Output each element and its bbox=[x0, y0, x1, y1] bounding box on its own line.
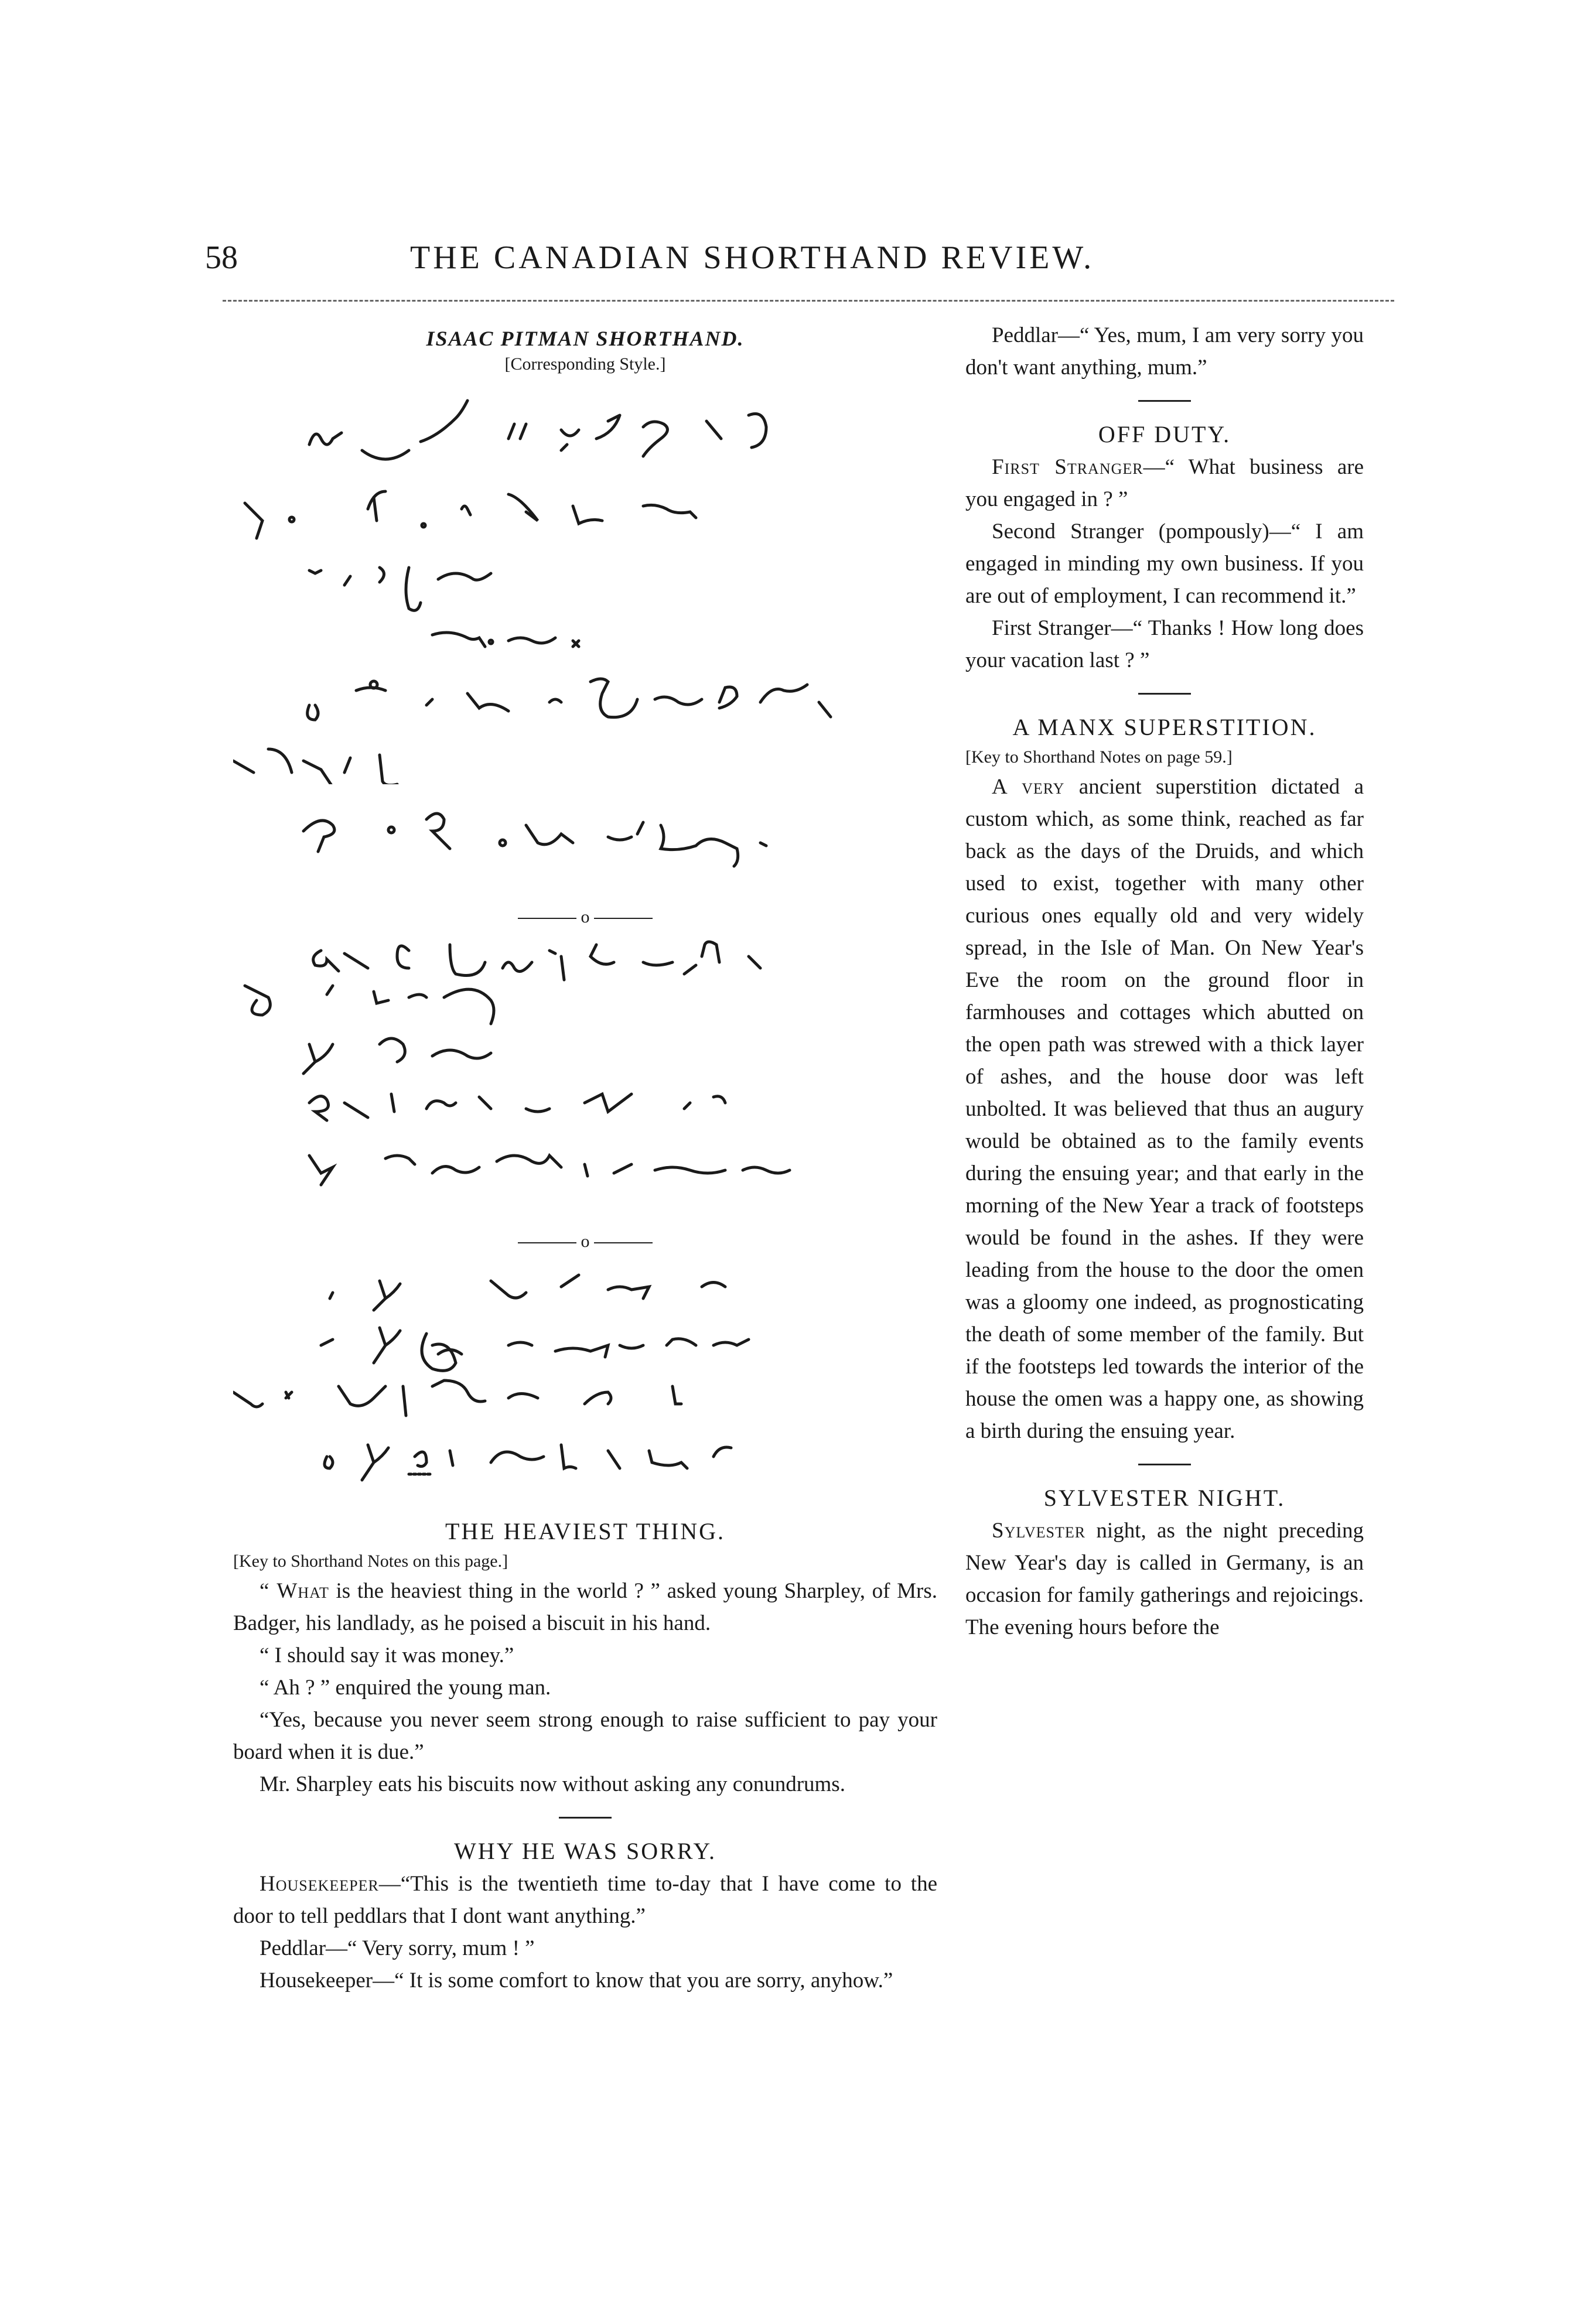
section-rule bbox=[1138, 1464, 1191, 1465]
shorthand-strokes-1 bbox=[233, 374, 937, 784]
heaviest-p1-text: is the heaviest thing in the world ? ” asked young Sharpley, of Mrs. Badger, his landlady, as he poised a biscuit in his hand. bbox=[233, 1579, 937, 1635]
page-number: 58 bbox=[205, 240, 238, 276]
manx-key: [Key to Shorthand Notes on page 59.] bbox=[965, 747, 1233, 767]
shorthand-separator-2 bbox=[233, 1232, 937, 1252]
offduty-p2: Second Stranger (pompously)—“ I am engaged in minding my own business. If you are out of employment, I can recommend it.” bbox=[965, 520, 1364, 608]
manx-p1 bbox=[965, 771, 1364, 1447]
sorry-p3: Housekeeper—“ It is some comfort to know that you are sorry, anyhow.” bbox=[260, 1968, 893, 1993]
sorry-p4: Peddlar—“ Yes, mum, I am very sorry you don't want anything, mum.” bbox=[965, 323, 1364, 380]
sylvester-p1-lead: Sylvester bbox=[992, 1519, 1086, 1543]
manx-p1-text: ancient superstition dictated a custom which, as some think, reached as far back as the days of the Druids, and which used to exist, together with many other curious ones equally old and very widely spread, in the Isle of Man. On New Year's Eve the room on the ground floor in farmhouses and cottages which abutted on the open path was strewed with a thick layer of ashes, and the house door was left unbolted. It was believed that thus an augury would be obtained as to the family events during the ensuing year; and that early in the morning of the New Year a track of footsteps would be found in the ashes. If they were leading from the house to the door the omen was a gloomy one indeed, as prognosticating the death of some member of the family. But if the footsteps led towards the interior of the house the omen was a happy one, as showing a birth during the ensuing year. bbox=[965, 775, 1364, 1443]
offduty-p3: First Stranger—“ Thanks ! How long does your vacation last ? ” bbox=[965, 616, 1364, 672]
offduty-p1-text: —“ What business are you engaged in ? ” bbox=[965, 455, 1364, 511]
running-title: THE CANADIAN SHORTHAND REVIEW. bbox=[410, 240, 1095, 276]
shorthand-block-1 bbox=[233, 374, 937, 784]
separator-dash-left bbox=[518, 1242, 576, 1243]
manx-p1-lead: A very bbox=[992, 775, 1065, 799]
shorthand-subtitle: [Corresponding Style.] bbox=[504, 354, 666, 374]
shorthand-strokes-3 bbox=[233, 933, 937, 1226]
right-column bbox=[965, 319, 1364, 1643]
heaviest-p5: Mr. Sharpley eats his biscuits now without asking any conundrums. bbox=[260, 1772, 845, 1796]
heaviest-p1-lead: “ What bbox=[260, 1579, 329, 1603]
separator-dash-right bbox=[594, 1242, 653, 1243]
offduty-p1 bbox=[965, 451, 1364, 515]
separator-dash-left bbox=[518, 918, 576, 919]
left-column bbox=[233, 319, 937, 1997]
sylvester-p1 bbox=[965, 1515, 1364, 1643]
separator-mark: o bbox=[581, 907, 590, 927]
heaviest-p3: “ Ah ? ” enquired the young man. bbox=[260, 1676, 551, 1700]
sorry-title: WHY HE WAS SORRY. bbox=[453, 1838, 717, 1864]
sorry-p1-lead: Housekeeper bbox=[260, 1872, 379, 1896]
shorthand-strokes-2 bbox=[233, 784, 937, 901]
manx-title: A MANX SUPERSTITION. bbox=[1012, 714, 1317, 740]
shorthand-strokes-4 bbox=[233, 1257, 937, 1515]
separator-dash-right bbox=[594, 918, 653, 919]
shorthand-separator-1 bbox=[233, 907, 937, 927]
separator-mark: o bbox=[581, 1232, 590, 1251]
section-rule bbox=[1138, 693, 1191, 695]
sorry-p1 bbox=[233, 1868, 937, 1932]
heaviest-title: THE HEAVIEST THING. bbox=[445, 1518, 726, 1544]
sylvester-title: SYLVESTER NIGHT. bbox=[1043, 1485, 1286, 1511]
sorry-p2: Peddlar—“ Very sorry, mum ! ” bbox=[260, 1936, 535, 1960]
shorthand-block-4 bbox=[233, 1257, 937, 1515]
shorthand-block-2 bbox=[233, 784, 937, 901]
section-rule bbox=[559, 1817, 612, 1819]
heaviest-p2: “ I should say it was money.” bbox=[260, 1643, 514, 1667]
header-rule bbox=[223, 300, 1394, 302]
sorry-p1-text: —“This is the twentieth time to-day that I have come to the door to tell peddlars that I dont want anything.” bbox=[233, 1872, 937, 1928]
heaviest-p1 bbox=[233, 1575, 937, 1639]
sylvester-p1-text: night, as the night preceding New Year's day is called in Germany, is an occasion for family gatherings and rejoicings. The evening hours before the bbox=[965, 1519, 1364, 1639]
section-rule bbox=[1138, 400, 1191, 402]
shorthand-title: ISAAC PITMAN SHORTHAND. bbox=[426, 327, 745, 350]
shorthand-block-3 bbox=[233, 933, 937, 1226]
offduty-p1-lead: First Stranger bbox=[992, 455, 1143, 479]
heaviest-p4: “Yes, because you never seem strong enough to raise sufficient to pay your board when it is due.” bbox=[233, 1708, 937, 1764]
offduty-title: OFF DUTY. bbox=[1098, 421, 1231, 447]
heaviest-key: [Key to Shorthand Notes on this page.] bbox=[233, 1551, 508, 1571]
